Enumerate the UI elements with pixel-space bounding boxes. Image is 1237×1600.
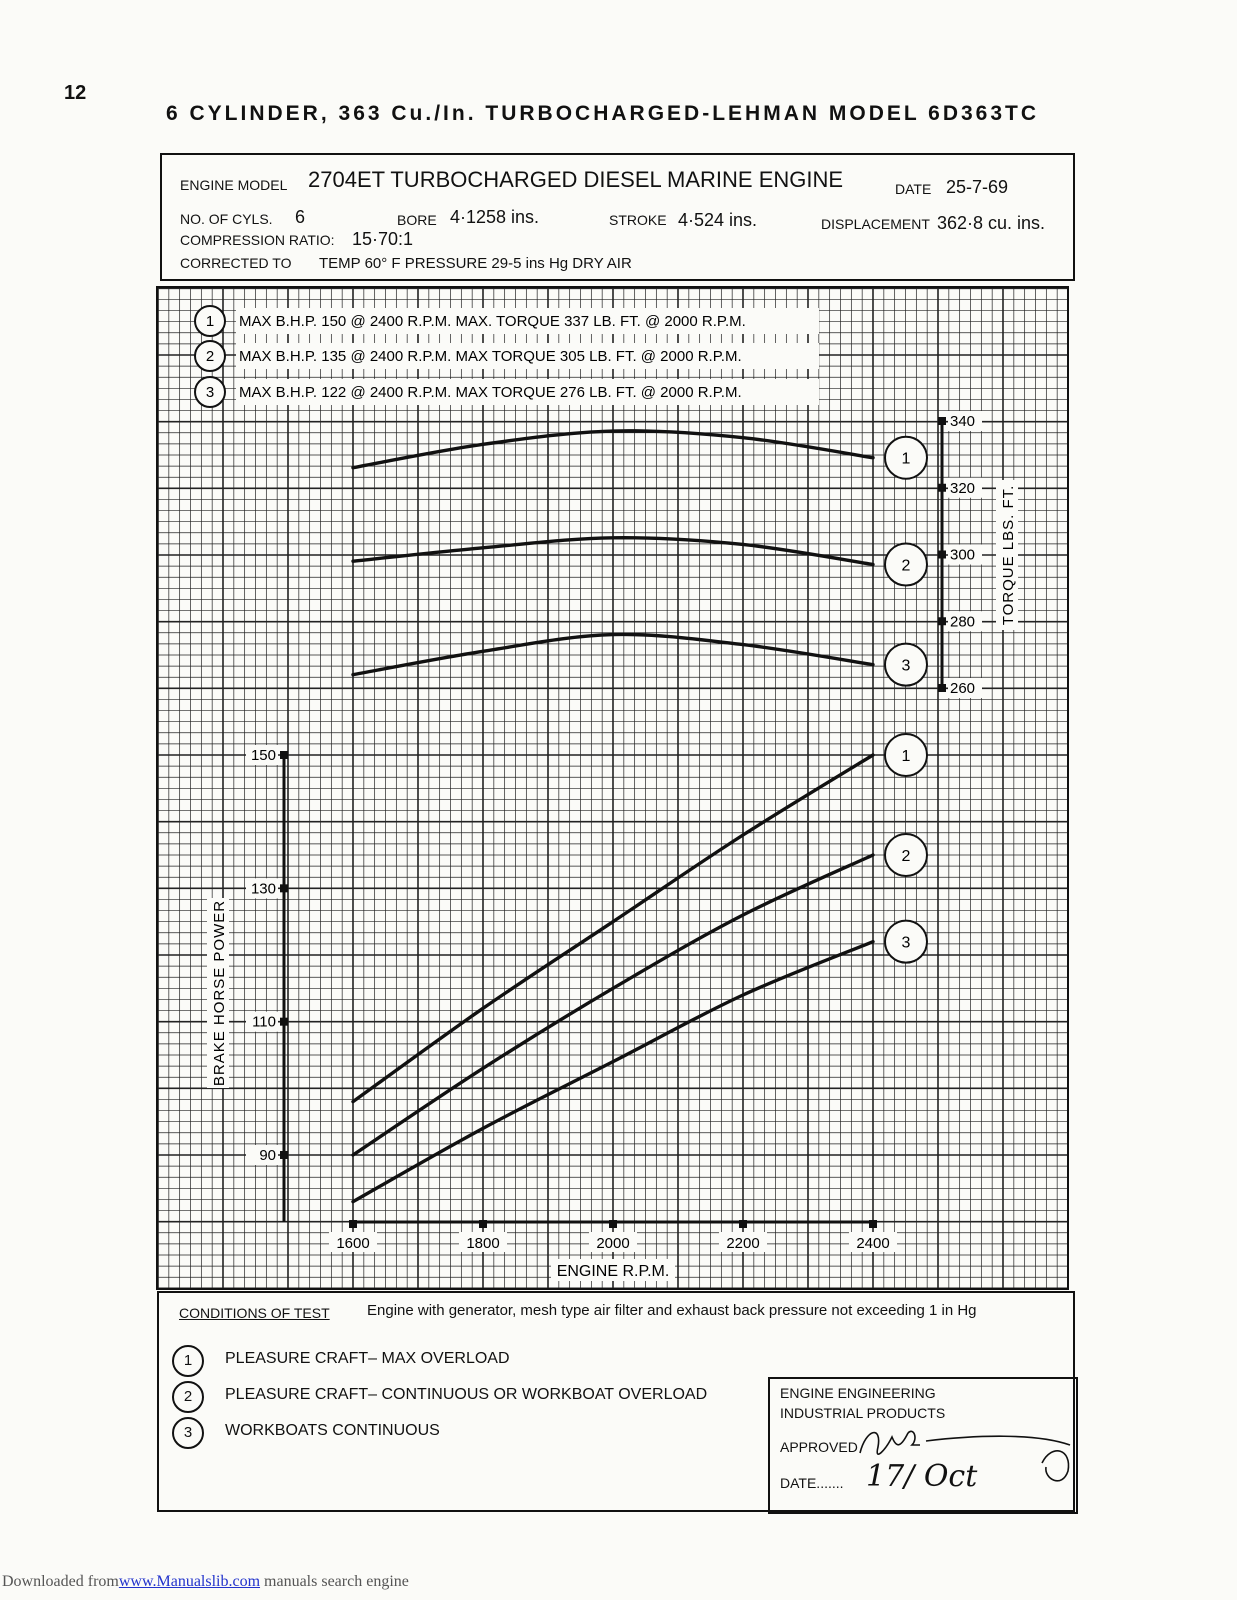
conditions-title: CONDITIONS OF TEST [179,1305,330,1321]
torque-tick-label: 300 [950,546,976,564]
rating-3-number: 3 [205,384,215,401]
torque-tick-mark [938,617,946,625]
corrected-label: CORRECTED TO [180,255,292,271]
approved-label: APPROVED [780,1439,858,1455]
download-footer [2,1573,409,1591]
condition-2-label: PLEASURE CRAFT– CONTINUOUS OR WORKBOAT OVERLOAD [225,1386,708,1403]
approval-line2: INDUSTRIAL PRODUCTS [780,1405,946,1421]
rpm-tick-mark [869,1220,877,1228]
bhp-curve-2-label: 2 [901,848,911,865]
bhp-curve-3-label: 3 [901,934,911,952]
bhp-tick-label: 110 [252,1013,276,1031]
engine-model-value: 2704ET TURBOCHARGED DIESEL MARINE ENGINE [308,167,844,192]
conditions-text: Engine with generator, mesh type air filter and exhaust back pressure not exceeding 1 in Hg [367,1302,977,1319]
chart-grid [157,287,1068,1289]
bhp-tick-mark [280,884,288,892]
rpm-tick-label: 1800 [466,1235,500,1252]
footer-link[interactable]: www.Manualslib.com [118,1573,261,1590]
rpm-tick-mark [349,1220,357,1228]
rating-2-text: MAX B.H.P. 135 @ 2400 R.P.M. MAX TORQUE 305 LB. FT. @ 2000 R.P.M. [239,348,742,365]
rating-1-text: MAX B.H.P. 150 @ 2400 R.P.M. MAX. TORQUE 337 LB. FT. @ 2000 R.P.M. [239,313,746,330]
rpm-tick-label: 2400 [856,1235,890,1252]
bhp-curve-1-label: 1 [901,748,911,765]
cyls-value: 6 [295,207,306,227]
torque-tick-label: 280 [950,613,976,631]
torque-curve-2-label: 2 [901,557,911,575]
torque-curve-1-label: 1 [901,450,911,468]
compression-value: 15·70:1 [352,229,414,249]
rpm-tick-label: 2000 [596,1235,630,1252]
condition-2-marker: 2 [172,1381,204,1413]
chart-labels [195,306,819,407]
approval-date-handwritten: 17/ Oct [866,1459,978,1494]
displacement-value: 362·8 cu. ins. [937,213,1046,233]
rating-1-number: 1 [205,313,215,330]
torque-tick-label: 340 [950,413,976,430]
footer-suffix: manuals search engine [260,1573,409,1590]
torque-tick-mark [938,684,946,692]
bhp-tick-label: 130 [250,880,276,898]
chart-curves [353,431,927,1202]
stroke-label: STROKE [609,212,667,228]
bore-value: 4·1258 ins. [450,207,540,227]
bore-label: BORE [397,212,437,228]
torque-tick-mark [938,551,946,559]
torque-curve-3-label: 3 [901,657,911,675]
bhp-tick-mark [280,1018,288,1026]
rating-2-number: 2 [205,348,215,365]
document-title: 6 CYLINDER, 363 Cu./In. TURBOCHARGED-LEHMAN MODEL 6D363TC [166,102,1040,125]
corrected-value: TEMP 60° F PRESSURE 29-5 ins Hg DRY AIR [319,255,632,272]
displacement-label: DISPLACEMENT [821,216,930,232]
page-number: 12 [64,82,87,104]
date-value: 25-7-69 [946,177,1009,197]
torque-tick-label: 320 [950,479,976,497]
rpm-tick-mark [739,1220,747,1228]
torque-tick-mark [938,484,946,492]
bhp-tick-label: 150 [250,747,276,764]
torque-tick-label: 260 [950,680,976,697]
engine-model-label: ENGINE MODEL [180,177,288,193]
approval-box [768,1377,1078,1514]
rpm-tick-label: 2200 [726,1235,760,1252]
rpm-tick-mark [609,1220,617,1228]
approval-signature [856,1419,1076,1509]
rpm-tick-mark [479,1220,487,1228]
condition-3-marker: 3 [172,1417,204,1449]
condition-1-marker: 1 [172,1345,204,1377]
compression-label: COMPRESSION RATIO: [180,232,335,248]
approval-line1: ENGINE ENGINEERING [780,1385,936,1401]
torque-axis-label: TORQUE LBS. FT. [1000,484,1017,626]
rating-3-text: MAX B.H.P. 122 @ 2400 R.P.M. MAX TORQUE 276 LB. FT. @ 2000 R.P.M. [239,384,742,401]
footer-prefix: Downloaded from [2,1573,119,1590]
condition-1-label: PLEASURE CRAFT– MAX OVERLOAD [225,1350,510,1367]
rpm-axis-label: ENGINE R.P.M. [556,1263,670,1280]
cyls-label: NO. OF CYLS. [180,211,273,227]
date-label: DATE [895,181,932,197]
bhp-tick-mark [280,751,288,759]
bhp-axis-label: BRAKE HORSE POWER [211,899,228,1087]
bhp-tick-mark [280,1151,288,1159]
torque-tick-mark [938,417,946,425]
condition-3-label: WORKBOATS CONTINUOUS [225,1422,440,1439]
approval-date-label: DATE....... [780,1475,844,1491]
rpm-tick-label: 1600 [336,1235,370,1252]
bhp-tick-label: 90 [259,1147,276,1164]
stroke-value: 4·524 ins. [678,210,758,230]
